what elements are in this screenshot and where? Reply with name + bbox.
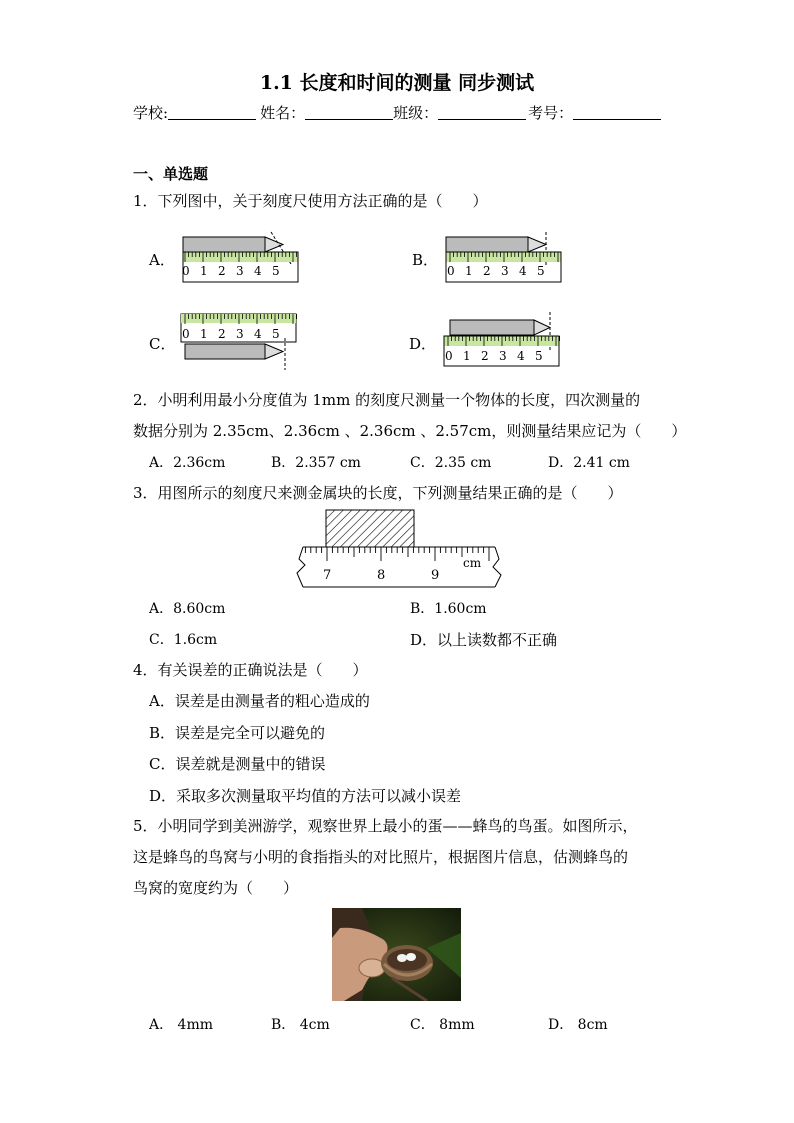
school-blank[interactable]: [168, 102, 256, 120]
q4-option-d[interactable]: D．采取多次测量取平均值的方法可以减小误差: [149, 787, 462, 805]
ruler-number: 0: [445, 349, 453, 363]
ruler-figure-d[interactable]: [438, 310, 568, 372]
school-label: 学校:: [133, 104, 169, 122]
ruler-unit-cm: cm: [463, 556, 482, 570]
ruler-number: 0: [182, 264, 190, 278]
ruler-label-9: 9: [431, 568, 440, 583]
question-5-line-3: 鸟窝的宽度约为（ ）: [133, 879, 299, 897]
ruler-figure-c[interactable]: [175, 310, 305, 372]
ruler-figure-a[interactable]: [175, 226, 305, 288]
q4-option-a[interactable]: A．误差是由测量者的粗心造成的: [149, 692, 370, 710]
q5-option-c[interactable]: C． 8mm: [410, 1017, 475, 1033]
ruler-number: 0: [447, 264, 455, 278]
metal-block-ruler-figure: [295, 507, 503, 591]
question-5-line-1: 5．小明同学到美洲游学，观察世界上最小的蛋——蜂鸟的鸟蛋。如图所示，: [133, 817, 638, 835]
ruler-number: 2: [218, 264, 226, 278]
ruler-number: 1: [465, 264, 473, 278]
student-info-line: [133, 102, 661, 123]
q5-option-b[interactable]: B． 4cm: [271, 1017, 330, 1033]
class-label: 班级：: [393, 104, 439, 122]
ruler-number: 1: [200, 264, 208, 278]
q1-option-c-label[interactable]: C．: [149, 335, 176, 353]
q5-option-a[interactable]: A． 4mm: [149, 1017, 214, 1033]
ruler-number: 4: [254, 327, 262, 341]
metal-block: [326, 510, 414, 547]
ruler-numbers: [182, 264, 280, 278]
q2-option-c[interactable]: C．2.35 cm: [410, 455, 492, 471]
question-1-text: 1．下列图中，关于刻度尺使用方法正确的是（ ）: [133, 192, 488, 210]
ruler-label-8: 8: [377, 568, 386, 583]
q4-option-b[interactable]: B．误差是完全可以避免的: [149, 724, 326, 742]
ruler-ticks: [305, 547, 489, 561]
ruler-number: 3: [236, 264, 244, 278]
question-2-line-2: 数据分别为 2.35cm、2.36cm 、2.36cm 、2.57cm，则测量结果应记为（ ）: [133, 422, 687, 440]
ruler-number: 5: [537, 264, 545, 278]
ruler-break-right: [493, 547, 501, 587]
exam-no-label: 考号：: [528, 104, 574, 122]
q3-option-b[interactable]: B．1.60cm: [410, 601, 487, 617]
ruler-number: 4: [517, 349, 525, 363]
question-5-line-2: 这是蜂鸟的鸟窝与小明的食指指头的对比照片，根据图片信息，估测蜂鸟的: [133, 848, 629, 866]
q1-option-d-label[interactable]: D．: [409, 335, 437, 353]
q2-option-a[interactable]: A．2.36cm: [149, 455, 226, 471]
q4-option-c[interactable]: C．误差就是测量中的错误: [149, 755, 326, 773]
q3-option-c[interactable]: C．1.6cm: [149, 632, 218, 648]
ruler-number: 2: [218, 327, 226, 341]
ruler-scale-band: [183, 252, 298, 262]
pencil-tip: [265, 237, 283, 252]
pencil-body: [450, 320, 534, 335]
question-3-text: 3．用图所示的刻度尺来测金属块的长度，下列测量结果正确的是（ ）: [133, 484, 623, 502]
q3-option-a[interactable]: A．8.60cm: [149, 601, 226, 617]
q3-option-d[interactable]: D．以上读数都不正确: [410, 631, 558, 649]
ruler-number: 3: [501, 264, 509, 278]
ruler-number: 5: [272, 264, 280, 278]
ruler-number: 5: [272, 327, 280, 341]
ruler-number: 2: [481, 349, 489, 363]
ruler-number: 3: [236, 327, 244, 341]
ruler-number: 4: [519, 264, 527, 278]
ruler-break-left: [297, 547, 305, 587]
q5-option-d[interactable]: D． 8cm: [548, 1017, 608, 1033]
class-blank[interactable]: [438, 102, 526, 120]
ruler-number: 2: [483, 264, 491, 278]
ruler-number: 5: [535, 349, 543, 363]
ruler-number: 0: [182, 327, 190, 341]
ruler-label-7: 7: [323, 568, 332, 583]
ruler-numbers: [182, 327, 280, 341]
exam-no-blank[interactable]: [573, 102, 661, 120]
ruler-numbers: [447, 264, 545, 278]
page-title: 1.1 长度和时间的测量 同步测试: [259, 72, 535, 94]
pencil-tip: [528, 237, 546, 252]
section-heading: 一、单选题: [133, 165, 209, 183]
name-blank[interactable]: [305, 102, 393, 120]
q1-option-a-label[interactable]: A．: [149, 251, 175, 269]
q2-option-d[interactable]: D．2.41 cm: [548, 455, 630, 471]
ruler-figure-b[interactable]: [438, 226, 568, 288]
name-label: 姓名：: [260, 104, 306, 122]
pencil-body: [446, 237, 528, 252]
question-4-text: 4．有关误差的正确说法是（ ）: [133, 661, 368, 679]
q1-option-b-label[interactable]: B．: [412, 251, 439, 269]
pencil-tip: [534, 320, 550, 335]
question-2-line-1: 2．小明利用最小分度值为 1mm 的刻度尺测量一个物体的长度，四次测量的: [133, 391, 641, 409]
ruler-number: 1: [463, 349, 471, 363]
ruler-number: 3: [499, 349, 507, 363]
ruler-numbers: [445, 349, 543, 363]
pencil-body: [183, 237, 265, 252]
q2-option-b[interactable]: B．2.357 cm: [271, 455, 361, 471]
ruler-number: 4: [254, 264, 262, 278]
pencil-body: [185, 344, 265, 359]
pencil-tip: [265, 344, 283, 359]
hummingbird-nest-photo: [332, 908, 461, 1001]
ruler-number: 1: [200, 327, 208, 341]
